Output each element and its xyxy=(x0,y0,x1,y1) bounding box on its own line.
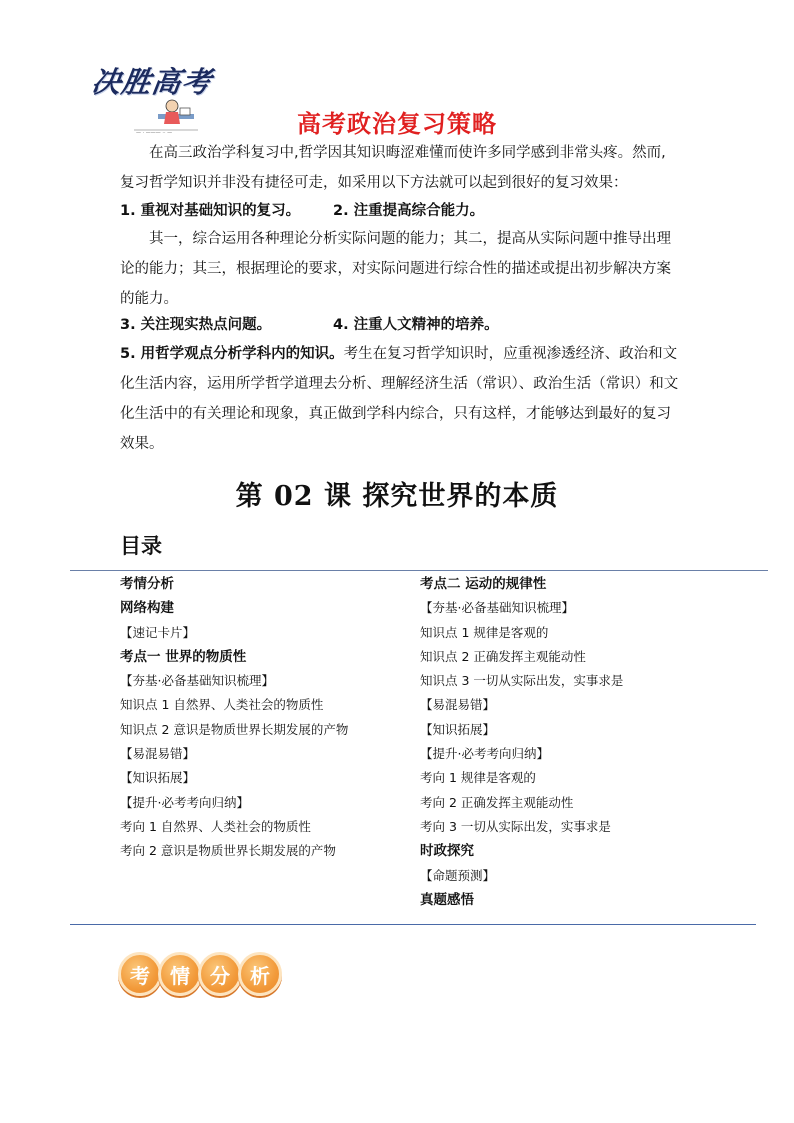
toc-item[interactable]: 考向 1 自然界、人类社会的物质性 xyxy=(120,818,311,834)
toc-item[interactable]: 考向 2 意识是物质世界长期发展的产物 xyxy=(120,843,336,859)
toc-item[interactable]: 考向 3 一切从实际出发，实事求是 xyxy=(420,818,611,834)
svg-text:— · ——— ·· —: — · ——— ·· — xyxy=(136,130,173,136)
badge-character: 分 xyxy=(198,952,242,996)
strategy-point-1: 1. 重视对基础知识的复习。 xyxy=(120,203,301,219)
strategy-points-row-1 xyxy=(120,196,680,226)
toc-item[interactable]: 【易混易错】 xyxy=(420,697,496,713)
strategy-point-2: 2. 注重提高综合能力。 xyxy=(333,203,485,219)
logo-wordmark: 决胜高考 xyxy=(89,65,215,99)
toc-item[interactable]: 【命题预测】 xyxy=(420,867,496,883)
toc-item[interactable]: 【提升·必考考向归纳】 xyxy=(120,794,249,810)
toc-item[interactable]: 【提升·必考考向归纳】 xyxy=(420,746,549,762)
strategy-points-row-2 xyxy=(120,310,680,340)
toc-item[interactable]: 考情分析 xyxy=(120,576,174,592)
toc-item[interactable]: 【速记卡片】 xyxy=(120,624,196,640)
toc-heading: 目录 xyxy=(120,534,162,558)
strategy-point-3: 3. 关注现实热点问题。 xyxy=(120,317,272,333)
toc-right-column xyxy=(420,572,720,912)
badge-character: 考 xyxy=(118,952,162,996)
strategy-point-4: 4. 注重人文精神的培养。 xyxy=(333,317,499,333)
toc-item[interactable]: 知识点 2 正确发挥主观能动性 xyxy=(420,648,586,664)
toc-item[interactable]: 真题感悟 xyxy=(420,891,474,908)
intro-paragraph: 在高三政治学科复习中,哲学因其知识晦涩难懂而使许多同学感到非常头疼。然而,复习哲学知识并非没有捷径可走，如采用以下方法就可以起到很好的复习效果： xyxy=(120,145,666,191)
toc-item[interactable]: 【知识拓展】 xyxy=(420,721,496,737)
ability-paragraph: 其一，综合运用各种理论分析实际问题的能力；其二，提高从实际问题中推导出理论的能力；其三，根据理论的要求，对实际问题进行综合性的描述或提出初步解决方案的能力。 xyxy=(120,231,671,307)
strategy-point-5-lead: 5. 用哲学观点分析学科内的知识。 xyxy=(120,346,344,362)
strategy-point-5-paragraph xyxy=(120,339,680,459)
badge-character: 情 xyxy=(158,952,202,996)
strategy-point-5-body: 考生在复习哲学知识时，应重视渗透经济、政治和文化生活内容，运用所学哲学道理去分析、理解经济生活（常识）、政治生活（常识）和文化生活中的有关理论和现象，真正做到学科内综合，只有这样，才能够达到最好的复习效果。 xyxy=(120,346,679,452)
toc-item[interactable]: 考点二 运动的规律性 xyxy=(420,576,547,592)
toc-left-column xyxy=(120,572,390,864)
toc-item[interactable]: 【夯基·必备基础知识梳理】 xyxy=(420,600,574,616)
toc-item[interactable]: 知识点 1 规律是客观的 xyxy=(420,624,549,640)
page-title: 高考政治复习策略 xyxy=(297,110,497,138)
toc-bottom-divider xyxy=(70,924,756,925)
toc-item[interactable]: 【易混易错】 xyxy=(120,746,196,762)
toc-item[interactable]: 考向 1 规律是客观的 xyxy=(420,770,536,786)
toc-item[interactable]: 知识点 2 意识是物质世界长期发展的产物 xyxy=(120,721,349,737)
toc-item[interactable]: 考向 2 正确发挥主观能动性 xyxy=(420,794,574,810)
toc-item[interactable]: 【知识拓展】 xyxy=(120,770,196,786)
toc-top-divider xyxy=(70,570,768,571)
badge-character: 析 xyxy=(238,952,282,996)
toc-item[interactable]: 知识点 1 自然界、人类社会的物质性 xyxy=(120,697,324,713)
toc-item[interactable]: 考点一 世界的物质性 xyxy=(120,648,247,665)
section-badge-exam-analysis xyxy=(118,952,278,996)
toc-item[interactable]: 网络构建 xyxy=(120,600,174,617)
toc-item[interactable]: 时政探究 xyxy=(420,843,474,860)
lesson-title: 第 02 课 探究世界的本质 xyxy=(235,481,559,512)
toc-item[interactable]: 知识点 3 一切从实际出发，实事求是 xyxy=(420,673,624,689)
toc-item[interactable]: 【夯基·必备基础知识梳理】 xyxy=(120,673,274,689)
